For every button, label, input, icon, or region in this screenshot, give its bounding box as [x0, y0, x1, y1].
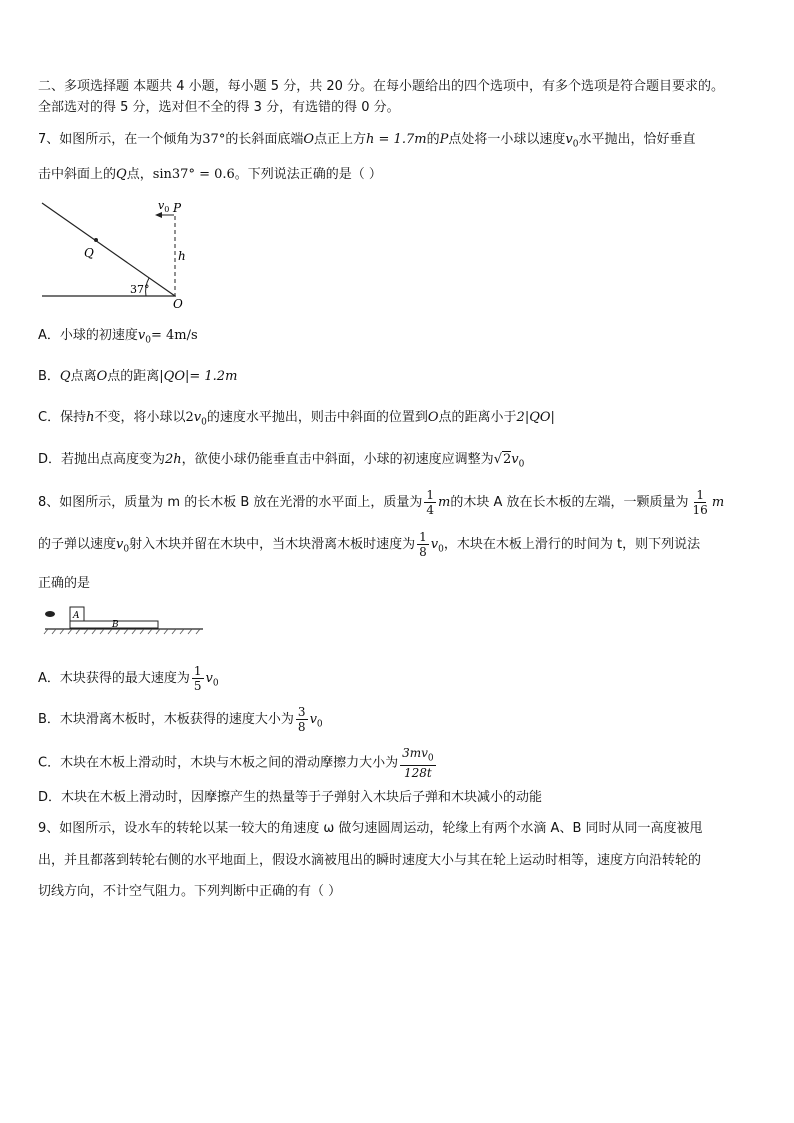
point-q-dot [94, 238, 98, 242]
fig-label-b: B [112, 620, 119, 630]
q8-option-a: A．木块获得的最大速度为 $\frac{1}{5}$ $v_0$ [38, 664, 219, 693]
section-header-line1: 二、多项选择题 本题共 4 小题，每小题 5 分，共 20 分。在每小题给出的四个选项中，有多个选项是符合题目要求的。 [38, 79, 725, 94]
q9-stem-line3: 切线方向，不计空气阻力。下列判断中正确的有（ ） [38, 884, 342, 899]
q9-stem-line1: 9、如图所示，设水车的转轮以某一较大的角速度 ω 做匀速圆周运动，轮缘上有两个水滴 A、B 同时从同一高度被甩 [38, 821, 703, 836]
q8-stem-line2: 的子弹以速度$v_0$射入木块并留在木块中，当木块滑离木板时速度为 $\frac{1}{8}$ $v_0$，木块在木板上滑行的时间为 t，则下列说法 [38, 530, 701, 559]
fig-q-label: Q [84, 246, 94, 260]
fig-h-label: h [178, 249, 186, 263]
q8-stem-line1: 8、如图所示，质量为 m 的长木板 B 放在光滑的水平面上，质量为 $\frac{1}{4}$ m的木块 A 放在长木板的左端，一颗质量为 $\frac{1}{16}$ m [38, 488, 725, 517]
q7-stem-line1: 7、如图所示，在一个倾角为37°的长斜面底端O点正上方h = 1.7m的P点处将一小球以速度$v_0$水平抛出，恰好垂直 [38, 132, 696, 150]
q8-figure [40, 604, 210, 640]
fig-label-a: A [73, 611, 80, 621]
bullet-shape [45, 611, 55, 617]
q8-stem-line3: 正确的是 [38, 576, 91, 591]
q7-option-a: A．小球的初速度$v_0= 4m/s$ [38, 328, 198, 346]
q7-stem-line2: 击中斜面上的Q点，sin37° = 0.6。下列说法正确的是（ ） [38, 167, 382, 182]
q9-stem-line2: 出，并且都落到转轮右侧的水平地面上，假设水滴被甩出的瞬时速度大小与其在轮上运动时相等，速度方向沿转轮的 [38, 853, 702, 868]
q7-option-c: C．保持h不变，将小球以$2v_0$的速度水平抛出，则击中斜面的位置到O点的距离小于2|QO| [38, 410, 555, 428]
q7-option-b: B．Q点离O点的距离|QO|= 1.2m [38, 369, 238, 384]
q8-option-c: C．木块在木板上滑动时，木块与木板之间的滑动摩擦力大小为 $\frac{3mv_0}{128t}$ [38, 746, 434, 781]
velocity-arrow-head [155, 212, 162, 218]
q8-option-d: D．木块在木板上滑动时，因摩擦产生的热量等于子弹射入木块后子弹和木块减小的动能 [38, 790, 543, 805]
q7-figure [38, 197, 198, 312]
ground-hatch [44, 629, 200, 634]
fig-angle-label: 37° [130, 283, 150, 296]
incline-line [42, 203, 175, 296]
fig-o-label: O [173, 297, 183, 311]
q8-option-b: B．木块滑离木板时，木板获得的速度大小为 $\frac{3}{8}$ $v_0$ [38, 705, 323, 734]
fig-v0-label: $v_0$ [158, 199, 170, 214]
section-header-line2: 全部选对的得 5 分，选对但不全的得 3 分，有选错的得 0 分。 [38, 100, 400, 115]
q7-option-d: D．若抛出点高度变为2h，欲使小球仍能垂直击中斜面，小球的初速度应调整为$√2v_0$ [38, 452, 525, 470]
fig-p-label: P [173, 201, 182, 215]
